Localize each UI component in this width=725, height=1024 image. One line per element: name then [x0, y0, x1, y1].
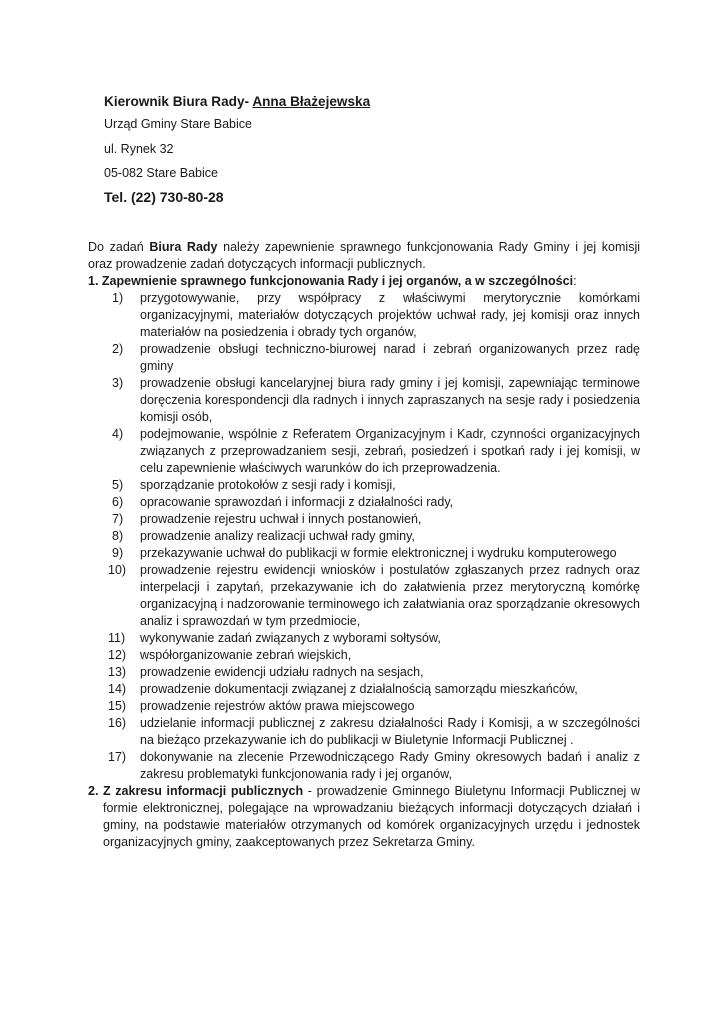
list-item [88, 341, 640, 375]
intro-before: Do zadań [88, 240, 150, 254]
list-item-number: 4) [112, 427, 124, 441]
contact-phone: Tel. (22) 730-80-28 [104, 188, 224, 205]
list-item-number: 13) [108, 665, 127, 679]
list-item-number: 17) [108, 750, 127, 764]
list-item-number: 11) [108, 631, 126, 645]
contact-block [104, 94, 370, 205]
list-item-text: prowadzenie rejestrów aktów prawa miejscowego [140, 699, 415, 713]
list-item-text: prowadzenie rejestru ewidencji wniosków i postulatów zgłaszanych przez radnych oraz interpelacji i zapytań, przekazywanie ich do załatwienia przez merytoryczną komórkę organizacyjną i nadzorowanie terminowego ich załatwiania oraz sporządzanie okresowych analiz i sprawozdań w tym przedmiocie, [140, 563, 640, 628]
list-item-text: udzielanie informacji publicznej z zakresu działalności Rady i Komisji, a w szczególności na bieżąco przekazywanie ich do publikacji w Biuletynie Informacji Publicznej . [140, 716, 640, 747]
list-item-number: 15) [108, 699, 127, 713]
list-item-number: 2) [112, 342, 124, 356]
contact-office: Urząd Gminy Stare Babice [104, 117, 252, 131]
list-item-text: sporządzanie protokołów z sesji rady i komisji, [140, 478, 396, 492]
contact-street: ul. Rynek 32 [104, 141, 174, 156]
list-item [88, 749, 640, 783]
contact-postal: 05-082 Stare Babice [104, 166, 218, 181]
list-item-text: przygotowywanie, przy współpracy z właściwymi merytorycznie komórkami organizacyjnymi, materiałów dotyczących projektów uchwał rady, jej komisji oraz innych materiałów na posiedzenia i obrady tych organów, [140, 291, 640, 339]
list-item-text: współorganizowanie zebrań wiejskich, [140, 648, 352, 662]
list-item-text: opracowanie sprawozdań i informacji z działalności rady, [140, 495, 454, 509]
list-item [88, 528, 640, 545]
list-item [88, 698, 640, 715]
list-item-number: 8) [112, 529, 124, 543]
list-item-number: 10) [108, 563, 127, 577]
list-item-number: 16) [108, 716, 127, 730]
list-item-text: prowadzenie ewidencji udziału radnych na sesjach, [140, 665, 424, 679]
list-item-number: 5) [112, 478, 124, 492]
document-body [88, 239, 640, 851]
list-item [88, 545, 640, 562]
list-item-number: 14) [108, 682, 127, 696]
list-item [88, 477, 640, 494]
contact-title [104, 94, 370, 109]
list-item [88, 426, 640, 477]
list-item [88, 375, 640, 426]
intro-after: należy zapewnienie sprawnego funkcjonowania Rady Gminy i jej komisji oraz prowadzenie zadań dotyczących informacji publicznych. [88, 240, 641, 271]
list-item [88, 494, 640, 511]
list-item-text: przekazywanie uchwał do publikacji w formie elektronicznej i wydruku komputerowego [140, 546, 617, 560]
contact-person-name: Anna Błażejewska [252, 94, 371, 109]
list-item-text: podejmowanie, wspólnie z Referatem Organizacyjnym i Kadr, czynności organizacyjnych związanych z przeprowadzaniem sesji, zebrań, posiedzeń i spotkań rady i jej komisji, w celu zapewnienie właściwych warunków do ich przeprowadzenia. [140, 427, 640, 475]
list-item-text: prowadzenie dokumentacji związanej z działalnością samorządu mieszkańców, [140, 682, 578, 696]
intro-bold: Biura Rady [149, 240, 218, 254]
list-item-number: 9) [112, 546, 124, 560]
list-item [88, 715, 640, 749]
list-item [88, 647, 640, 664]
section1-list [88, 290, 640, 783]
list-item [88, 664, 640, 681]
list-item [88, 511, 640, 528]
section2-number: 2. [88, 784, 99, 798]
list-item-number: 3) [112, 376, 124, 390]
list-item-text: wykonywanie zadań związanych z wyborami sołtysów, [140, 631, 441, 645]
list-item-number: 1) [112, 291, 124, 305]
section2-text: - prowadzenie Gminnego Biuletynu Informacji Publicznej w formie elektronicznej, polegające na wprowadzaniu bieżących informacji dotyczących działań i gminy, na podstawie materiałów otrzymanych od komórek organizacyjnych urzędu i jednostek organizacyjnych gminy, zaakceptowanych przez Sekretarza Gminy. [103, 784, 641, 849]
list-item-text: dokonywanie na zlecenie Przewodniczącego Rady Gminy okresowych badań i analiz z zakresu problematyki funkcjonowania rady i jej organów, [140, 750, 640, 781]
list-item [88, 681, 640, 698]
list-item-text: prowadzenie analizy realizacji uchwał rady gminy, [140, 529, 415, 543]
section2-heading: Z zakresu informacji publicznych [103, 784, 304, 798]
list-item-number: 7) [112, 512, 124, 526]
list-item [88, 562, 640, 630]
list-item [88, 290, 640, 341]
list-item-text: prowadzenie obsługi techniczno-biurowej narad i zebrań organizowanych przez radę gminy [140, 342, 640, 373]
section1-heading-text: 1. Zapewnienie sprawnego funkcjonowania Rady i jej organów, a w szczególności [88, 274, 574, 288]
contact-title-prefix: Kierownik Biura Rady- [104, 94, 253, 109]
list-item-number: 6) [112, 495, 124, 509]
intro-paragraph [88, 239, 640, 273]
section1-heading-colon: : [573, 274, 577, 288]
list-item-text: prowadzenie obsługi kancelaryjnej biura rady gminy i jej komisji, zapewniając terminowe doręczenia korespondencji dla radnych i innych zapraszanych na sesje rady i posiedzenia komisji osób, [140, 376, 640, 424]
list-item-text: prowadzenie rejestru uchwał i innych postanowień, [140, 512, 422, 526]
list-item-number: 12) [108, 648, 127, 662]
section1-heading [88, 273, 640, 290]
section2-paragraph [88, 783, 640, 851]
list-item [88, 630, 640, 647]
